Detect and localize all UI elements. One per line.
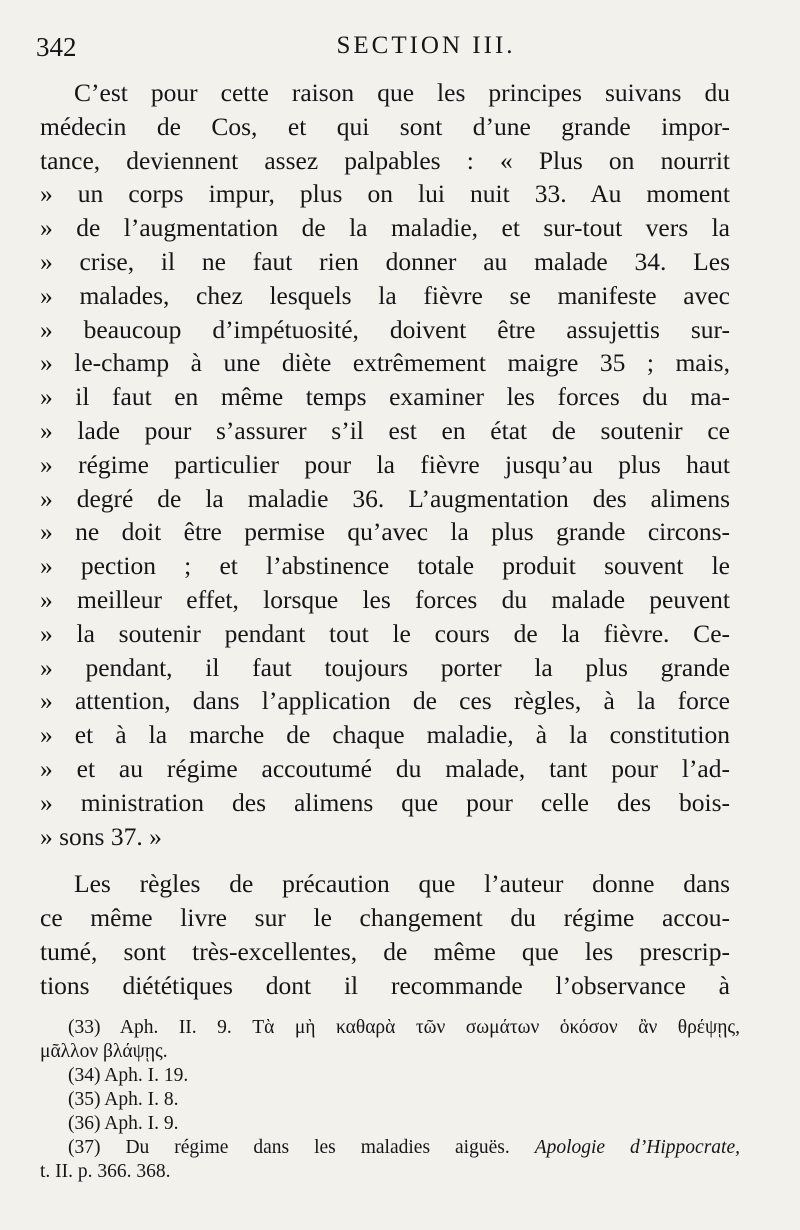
footnote-37: (37) Du régime dans les maladies aiguës. Apologie d’Hippocrate,: [68, 1137, 740, 1158]
text-line: » un corps impur, plus on lui nuit 33. Au moment: [40, 179, 730, 209]
text-line: » sons 37. »: [40, 821, 162, 851]
text-line: tance, deviennent assez palpables : « Plus on nourrit: [40, 145, 730, 175]
footnote-33: (33) Aph. II. 9. Τὰ μὴ καθαρὰ τῶν σωμάτων ὁκόσον ἂν θρέψῃς,: [68, 1017, 740, 1038]
text-line: » crise, il ne faut rien donner au malade 34. Les: [40, 246, 730, 276]
page-header: [36, 32, 760, 72]
section-title: SECTION III.: [336, 32, 516, 59]
page-number: 342: [36, 32, 77, 62]
text-line: » et à la marche de chaque maladie, à la constitution: [40, 720, 730, 750]
text-line: médecin de Cos, et qui sont d’une grande impor-: [40, 111, 730, 141]
text-line: » pection ; et l’abstinence totale produit souvent le: [40, 551, 730, 581]
text-line: » meilleur effet, lorsque les forces du malade peuvent: [40, 584, 730, 614]
footnotes: [40, 1016, 740, 1184]
text-line: » le-champ à une diète extrêmement maigre 35 ; mais,: [40, 348, 730, 378]
footnote-34: (34) Aph. I. 19.: [68, 1065, 189, 1086]
text-line: » ne doit être permise qu’avec la plus grande circons-: [40, 517, 730, 547]
text-line: » la soutenir pendant tout le cours de la fièvre. Ce-: [40, 618, 730, 648]
text-line: Les règles de précaution que l’auteur donne dans: [74, 869, 730, 899]
body-text: [40, 76, 730, 1003]
paragraph-gap: [40, 853, 730, 867]
footnote-33-continued: μᾶλλον βλάψῃς.: [40, 1041, 168, 1062]
text-line: » lade pour s’assurer s’il est en état de soutenir ce: [40, 415, 730, 445]
footnote-37-continued: t. II. p. 366. 368.: [40, 1161, 171, 1182]
text-line: » degré de la maladie 36. L’augmentation des alimens: [40, 483, 730, 513]
text-line: » régime particulier pour la fièvre jusqu’au plus haut: [40, 449, 730, 479]
text-line: tumé, sont très-excellentes, de même que les prescrip-: [40, 936, 730, 966]
text-line: » et au régime accoutumé du malade, tant pour l’ad-: [40, 753, 730, 783]
footnote-36: (36) Aph. I. 9.: [68, 1113, 179, 1134]
text-line: C’est pour cette raison que les principes suivans du: [74, 78, 730, 107]
text-line: » beaucoup d’impétuosité, doivent être assujettis sur-: [40, 314, 730, 344]
text-line: » ministration des alimens que pour celle des bois-: [40, 787, 730, 817]
text-line: ce même livre sur le changement du régime accou-: [40, 903, 730, 933]
text-line: » pendant, il faut toujours porter la plus grande: [40, 652, 730, 682]
text-line: tions diététiques dont il recommande l’observance à: [40, 970, 730, 1000]
footnote-35: (35) Aph. I. 8.: [68, 1089, 179, 1110]
text-line: » il faut en même temps examiner les forces du ma-: [40, 382, 730, 412]
text-line: » malades, chez lesquels la fièvre se manifeste avec: [40, 280, 730, 310]
text-line: » attention, dans l’application de ces règles, à la force: [40, 686, 730, 716]
text-line: » de l’augmentation de la maladie, et sur-tout vers la: [40, 213, 730, 243]
footnote-37-italic: Apologie d’Hippocrate,: [534, 1137, 740, 1158]
